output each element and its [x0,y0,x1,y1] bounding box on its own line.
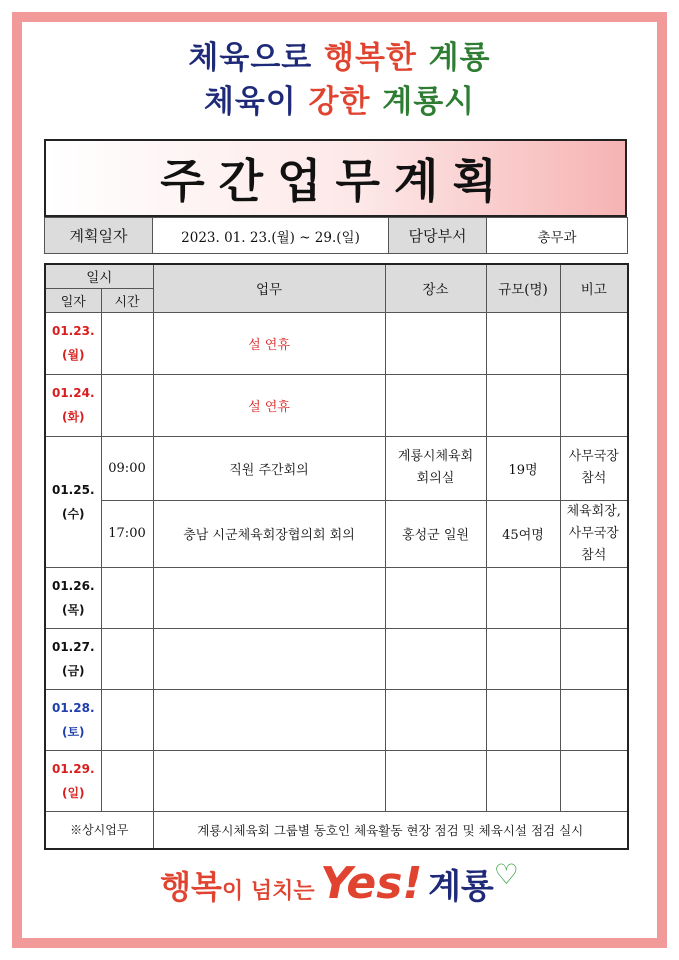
table-row [45,567,628,628]
day-text: (수) [61,506,85,521]
slogan-line-2 [0,76,679,121]
header-datetime: 일시 [45,264,153,288]
header-note: 비고 [560,264,628,312]
slogan-word: 체육이 [203,84,297,120]
table-row [45,811,628,849]
place-cell [385,436,486,500]
note-line: 사무국장 [568,525,619,541]
date-text: 01.27. [51,639,95,654]
scale-cell: 45여명 [486,500,560,567]
logo-text: Yes! [320,858,423,909]
note-cell [560,750,628,811]
date-cell [45,628,101,689]
document-title: 주간업무계획 [160,154,511,208]
note-cell [560,374,628,436]
note-cell [560,500,628,567]
time-cell [101,750,153,811]
table-row [45,312,628,374]
header-time: 시간 [101,288,153,312]
task-cell [153,689,385,750]
plan-date-value: 2023. 01. 23.(월) ~ 29.(일) [153,218,389,254]
date-text: 01.25. [51,482,95,497]
note-cell [560,689,628,750]
scale-cell [486,312,560,374]
date-text: 01.26. [51,578,95,593]
dept-label: 담당부서 [389,218,487,254]
date-cell [45,312,101,374]
regular-task-label: ※상시업무 [45,811,153,849]
place-line: 회의실 [416,471,455,486]
task-cell: 설 연휴 [153,312,385,374]
note-line: 참석 [581,547,607,563]
time-cell [101,374,153,436]
time-cell [101,628,153,689]
scale-cell [486,689,560,750]
place-cell [385,689,486,750]
scale-cell: 19명 [486,436,560,500]
scale-cell [486,567,560,628]
date-text: 01.24. [51,386,95,400]
place-cell: 홍성군 일원 [385,500,486,567]
schedule-table [44,263,629,850]
slogan-word: 계룡시 [382,84,476,120]
slogan-word: 계룡 [428,40,491,76]
date-text: 01.29. [51,761,95,776]
note-line: 참석 [581,471,607,486]
time-cell [101,689,153,750]
day-text: (목) [61,602,85,617]
note-cell [560,567,628,628]
place-cell [385,312,486,374]
scale-cell [486,628,560,689]
document-title-box [44,139,627,217]
day-text: (금) [61,663,85,678]
task-cell: 설 연휴 [153,374,385,436]
date-cell [45,689,101,750]
dept-value: 총무과 [487,218,628,254]
logo-text: 계룡 [428,867,494,907]
info-table [44,217,628,254]
time-cell: 09:00 [101,436,153,500]
time-cell: 17:00 [101,500,153,567]
note-cell [560,628,628,689]
day-text: (일) [61,785,85,800]
day-text: (토) [61,724,85,739]
date-cell [45,750,101,811]
regular-task-value: 계룡시체육회 그룹별 동호인 체육활동 현장 점검 및 체육시설 점검 실시 [153,811,628,849]
task-cell: 직원 주간회의 [153,436,385,500]
plan-date-label: 계획일자 [45,218,153,254]
date-text: 01.23. [51,324,95,338]
task-cell [153,750,385,811]
table-row [45,436,628,500]
table-row [45,500,628,567]
table-row [45,689,628,750]
task-cell [153,567,385,628]
note-cell [560,312,628,374]
header-place: 장소 [385,264,486,312]
task-cell [153,628,385,689]
time-cell [101,312,153,374]
logo-text: 행복 [160,868,222,906]
place-cell [385,567,486,628]
place-line: 계룡시체육회 [397,449,474,464]
place-cell [385,750,486,811]
day-text: (월) [61,348,85,362]
date-cell [45,567,101,628]
scale-cell [486,374,560,436]
scale-cell [486,750,560,811]
slogan-line-1 [0,32,679,77]
note-line: 체육회장, [566,503,621,519]
table-row [45,374,628,436]
date-cell [45,436,101,567]
header-scale: 규모(명) [486,264,560,312]
place-cell [385,374,486,436]
slogan-word: 강한 [308,84,371,120]
heart-icon: ♡ [493,858,519,891]
time-cell [101,567,153,628]
slogan-word: 체육으로 [188,40,313,76]
header-task: 업무 [153,264,385,312]
date-text: 01.28. [51,700,95,715]
table-row [45,750,628,811]
day-text: (화) [61,410,85,424]
header-date: 일자 [45,288,101,312]
slogan-word: 행복한 [324,40,417,76]
note-line: 사무국장 [568,449,619,464]
bottom-logo [0,858,679,909]
table-row [45,628,628,689]
logo-text: 이 넘치는 [221,879,315,904]
place-cell [385,628,486,689]
note-cell [560,436,628,500]
task-cell: 충남 시군체육회장협의회 회의 [153,500,385,567]
date-cell [45,374,101,436]
